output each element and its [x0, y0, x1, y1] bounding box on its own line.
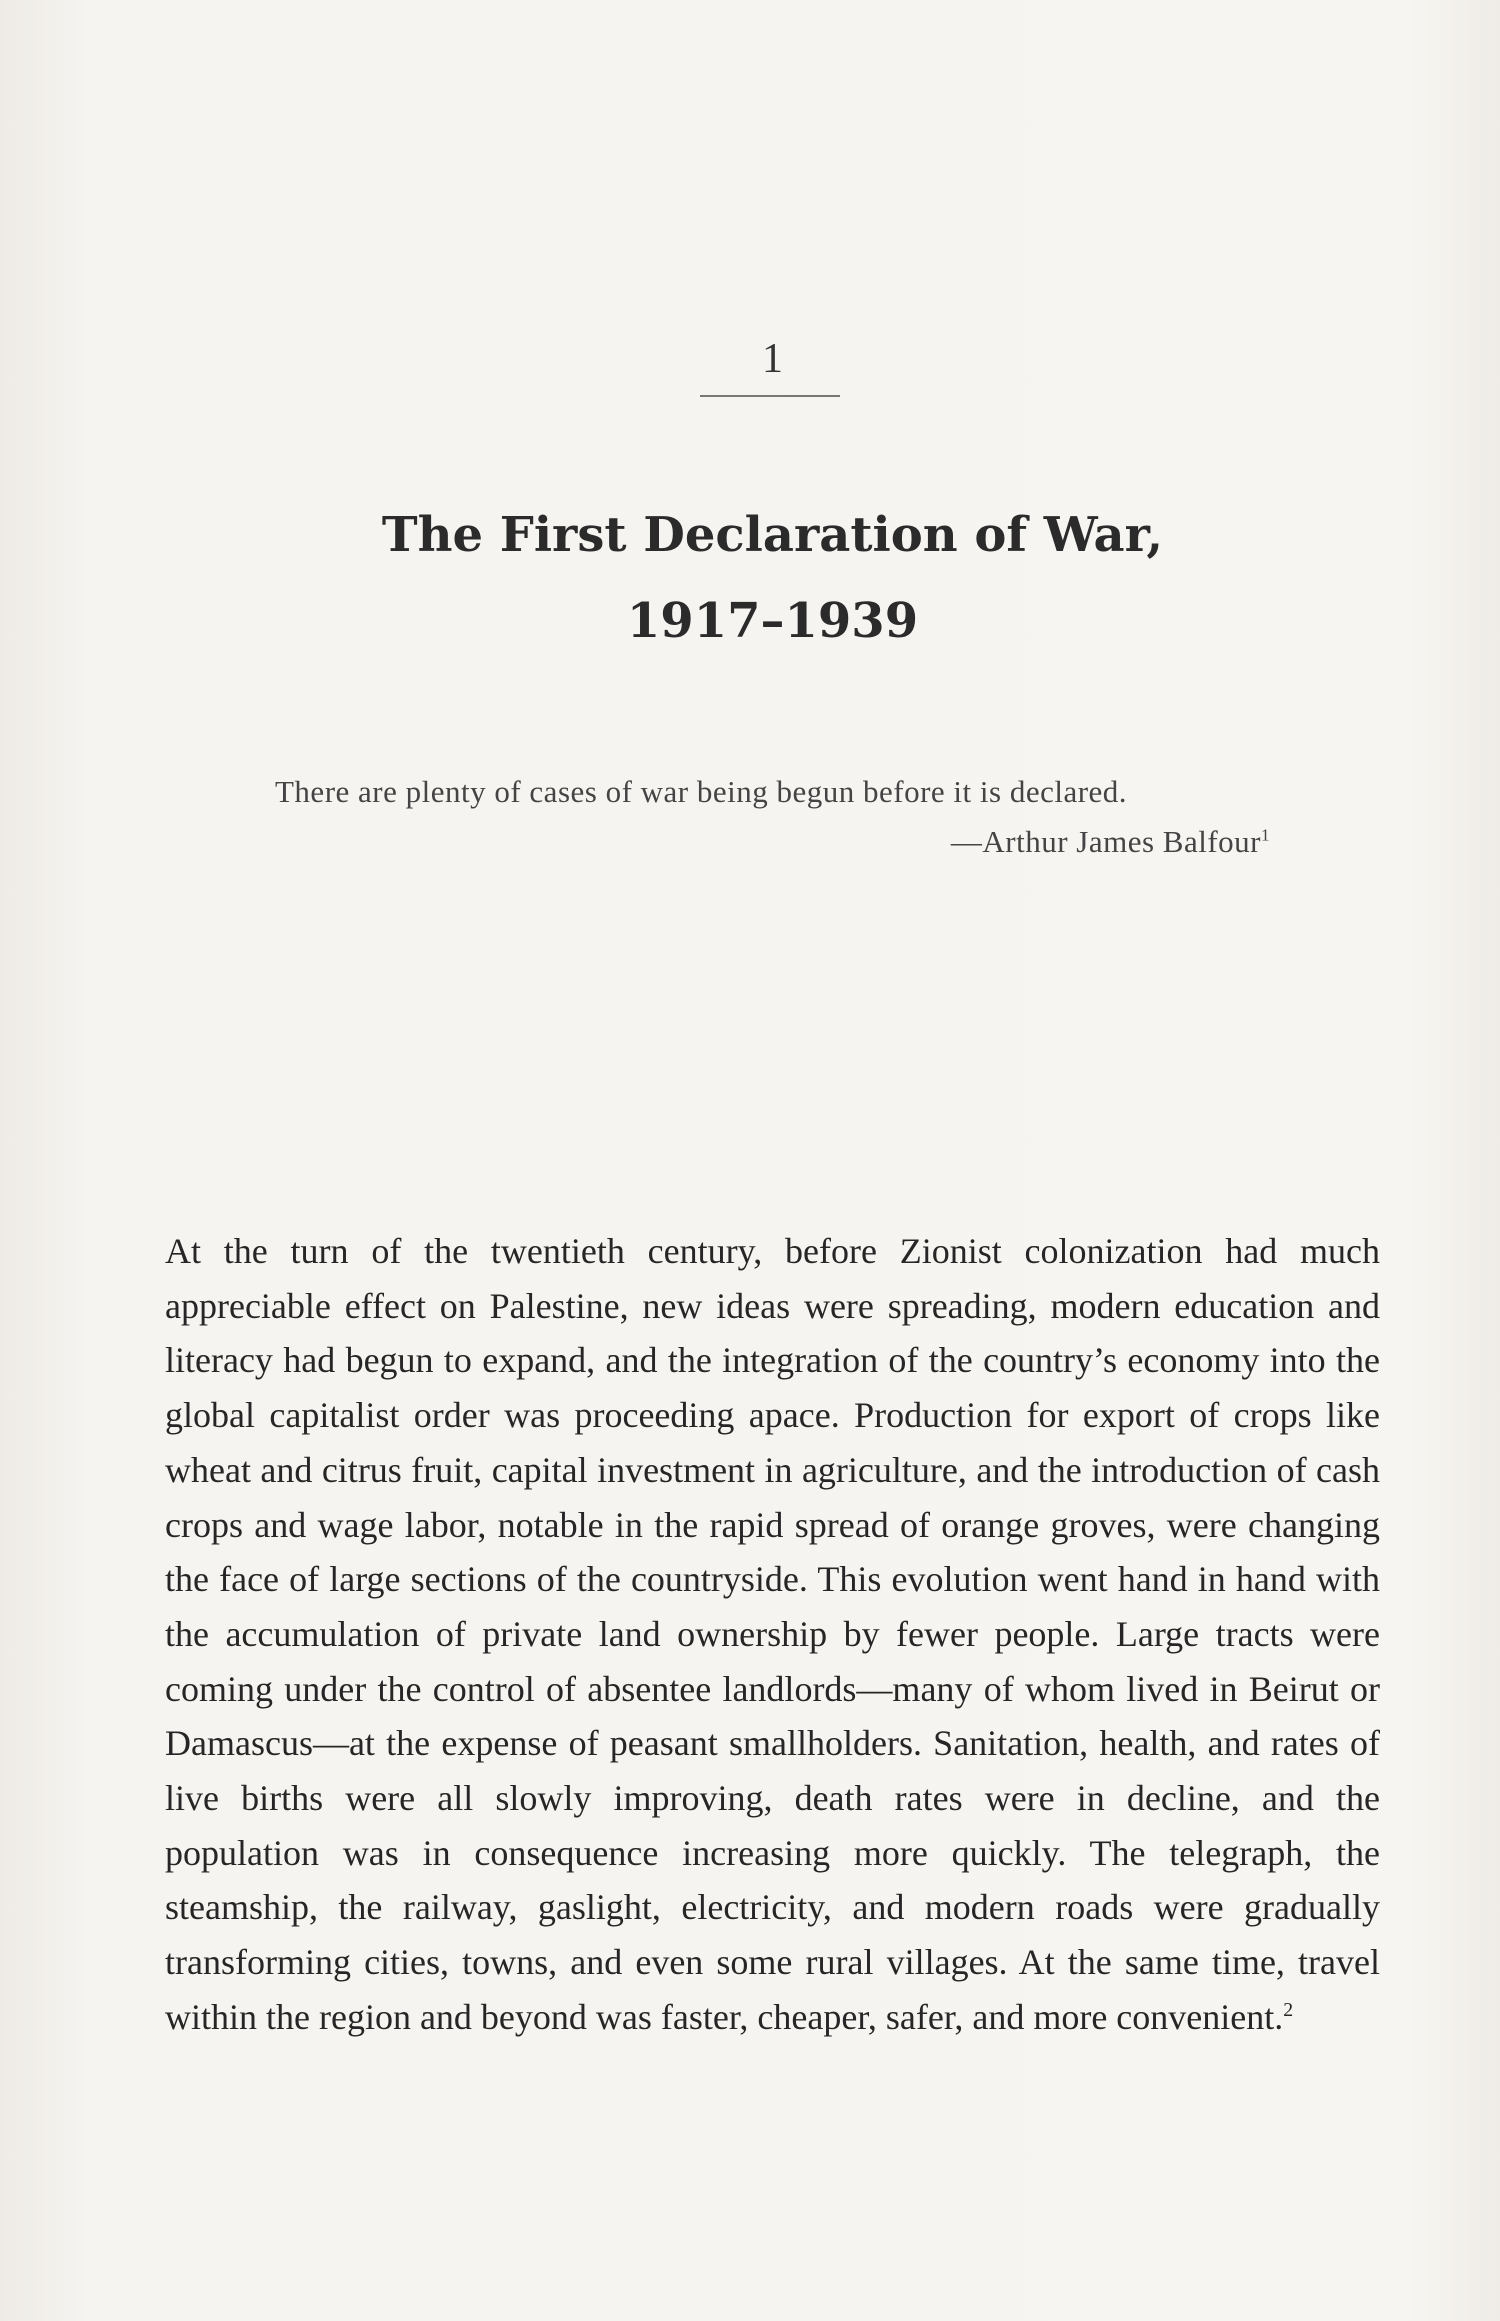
body-paragraph	[165, 1224, 1380, 2045]
chapter-divider	[700, 395, 840, 397]
chapter-title-line-1: The First Declaration of War,	[381, 507, 1164, 563]
chapter-title-line-2: 1917–1939	[626, 593, 919, 649]
epigraph-attribution	[275, 820, 1275, 864]
epigraph-quote: There are plenty of cases of war being begun before it is declared.	[275, 774, 1128, 809]
epigraph	[275, 770, 1275, 864]
epigraph-author: —Arthur James Balfour	[950, 824, 1261, 859]
footnote-marker-1: 1	[1260, 825, 1270, 845]
footnote-marker-2: 2	[1283, 1998, 1294, 2021]
chapter-number: 1	[762, 336, 783, 382]
chapter-title	[0, 492, 1500, 664]
body-paragraph-text: At the turn of the twentieth century, before Zionist colonization had much appreciable effect on Palestine, new ideas were spreading, modern education and literacy had begun to expand, and the integration of the country’s economy into the global capitalist order was proceeding apace. Production for export of crops like wheat and citrus fruit, capital investment in agriculture, and the introduction of cash crops and wage labor, notable in the rapid spread of orange groves, were changing the face of large sections of the countryside. This evolution went hand in hand with the accumulation of private land ownership by fewer people. Large tracts were coming under the control of absentee landlords—many of whom lived in Beirut or Damascus—at the expense of peasant smallholders. Sanitation, health, and rates of live births were all slowly improving, death rates were in decline, and the population was in consequence increasing more quickly. The telegraph, the steamship, the railway, gaslight, electricity, and modern roads were gradually transforming cities, towns, and even some rural villages. At the same time, travel within the region and beyond was faster, cheaper, safer, and more convenient.	[165, 1231, 1380, 2037]
